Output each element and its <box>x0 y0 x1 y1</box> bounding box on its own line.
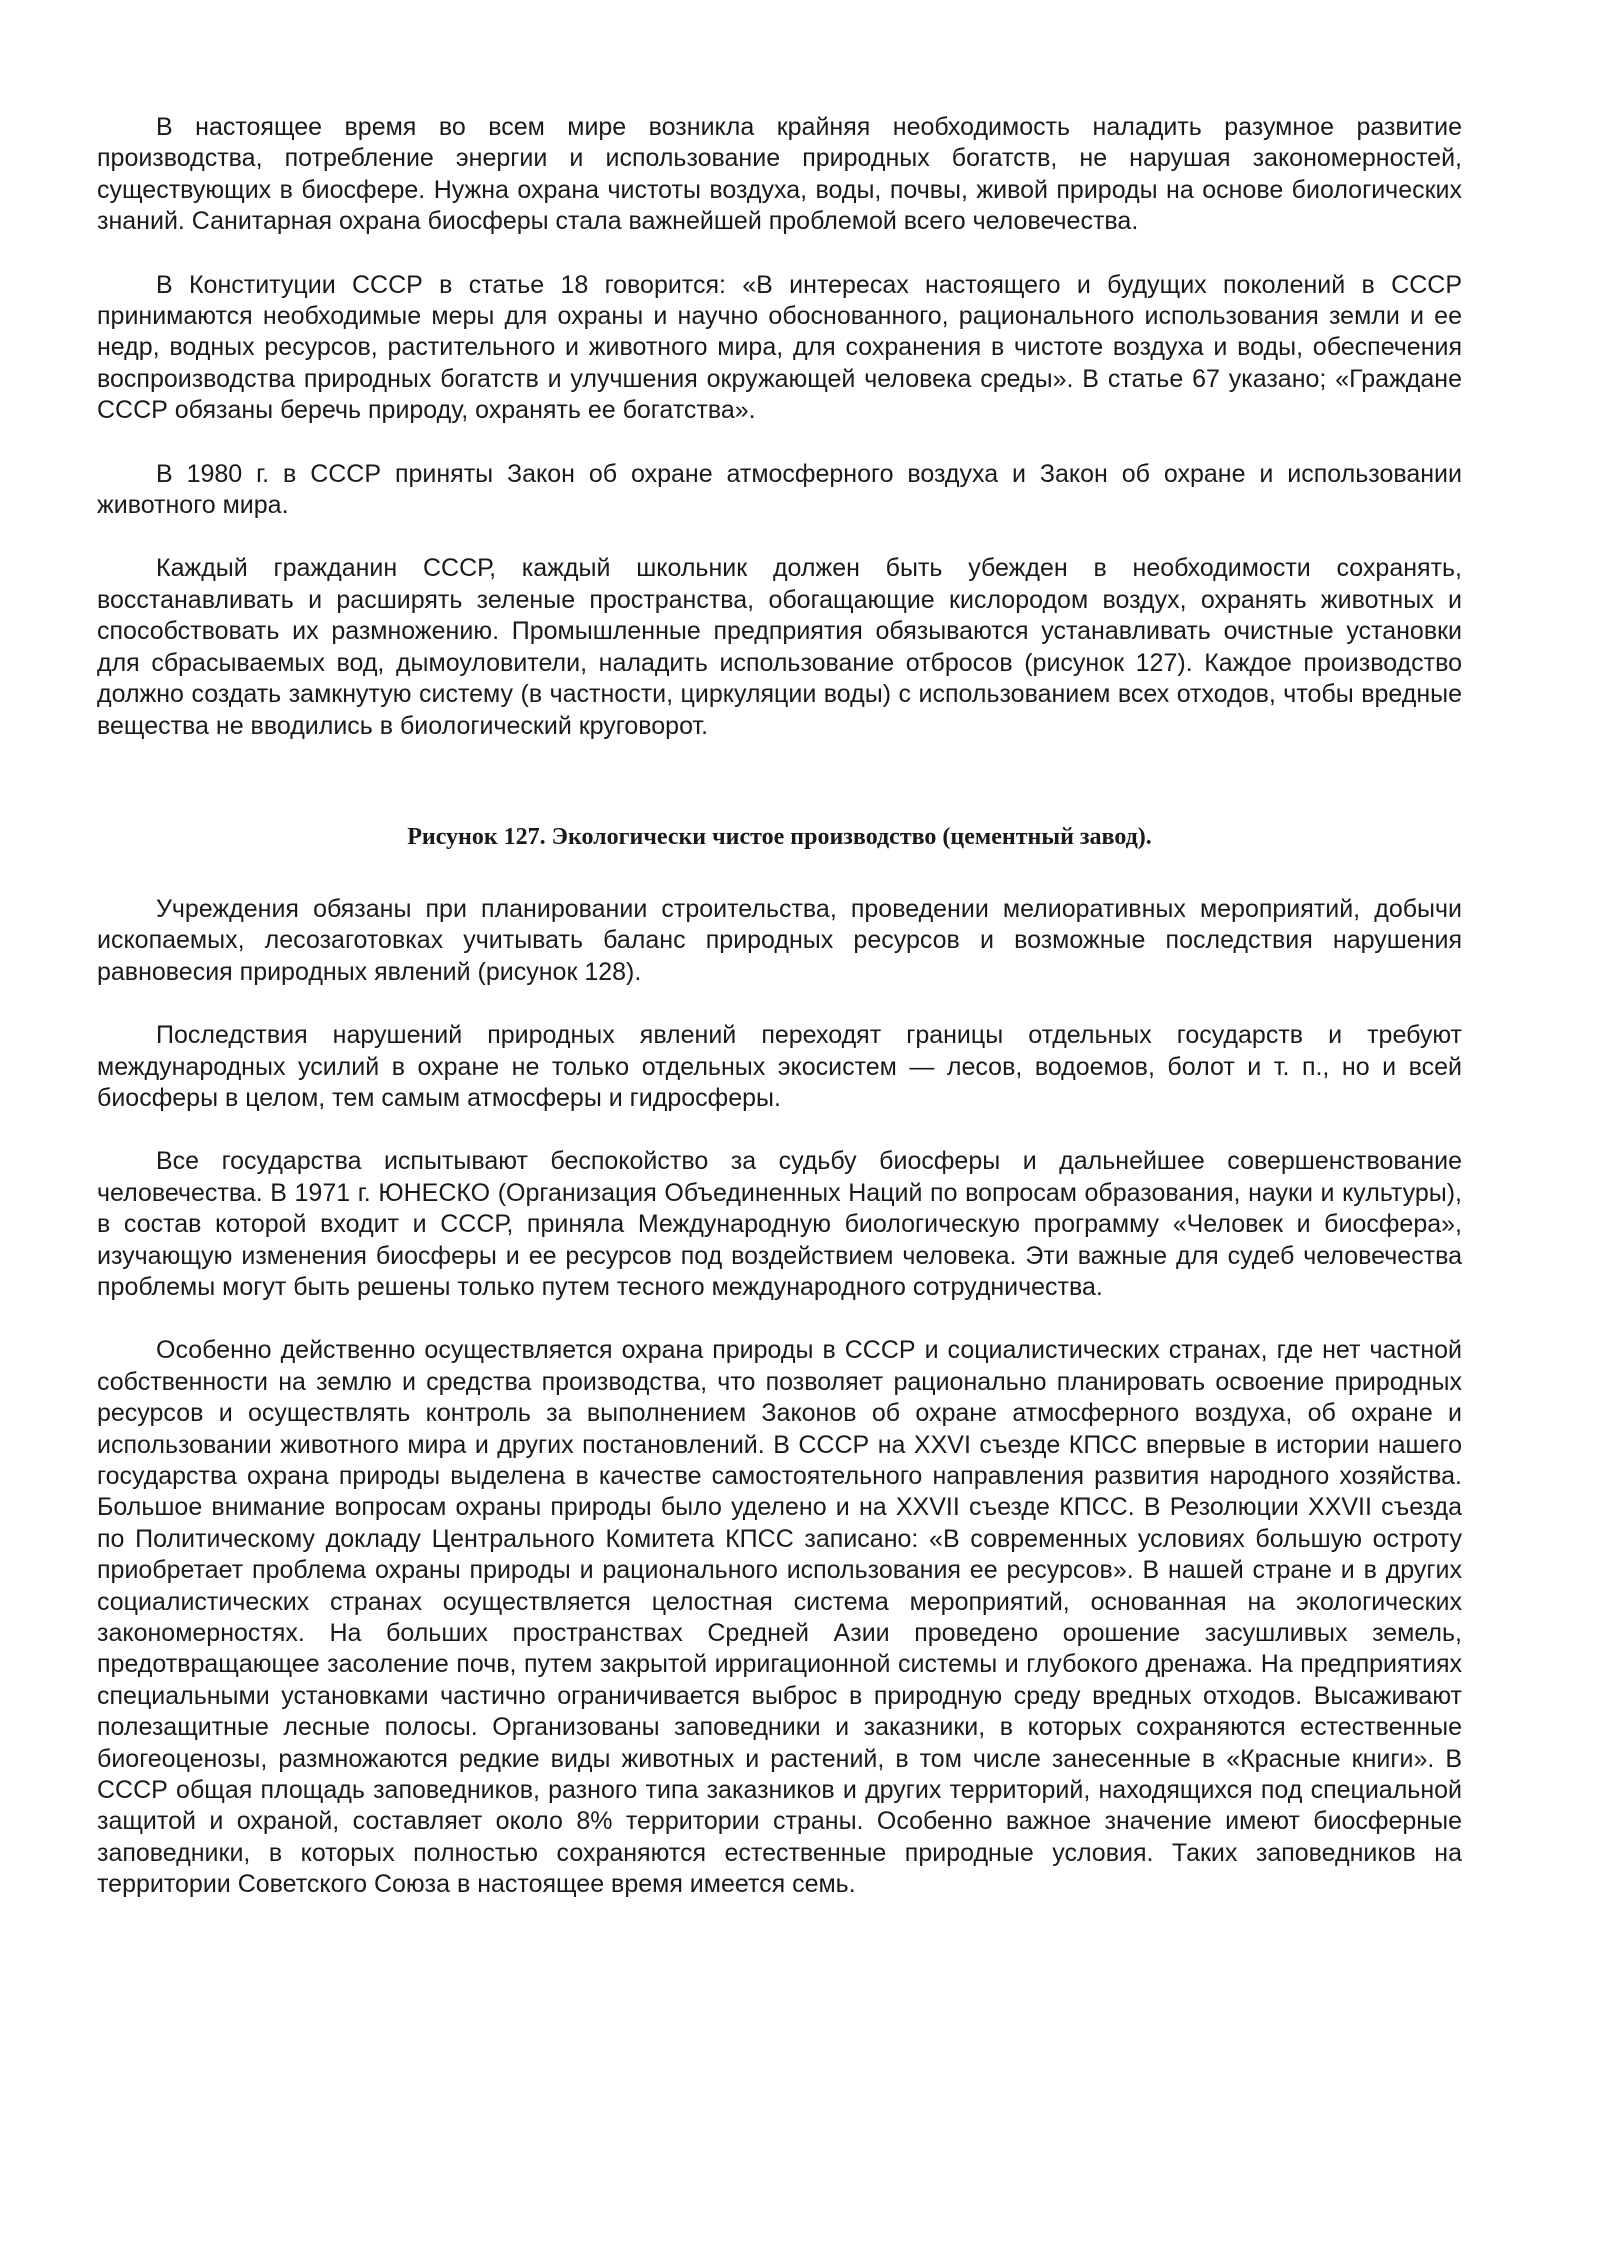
paragraph: В Конституции СССР в статье 18 говорится: «В интересах настоящего и будущих поколений в СССР принимаются необходимые меры для охраны и научно обоснованного, рационального использования земли и ее недр, водных ресурсов, растительного и животного мира, для сохранения в чистоте воздуха и воды, обеспечения воспроизводства природных богатств и улучшения окружающей человека среды». В статье 67 указано; «Граждане СССР обязаны беречь природу, охранять ее богатства». <box>97 270 1462 425</box>
paragraph: Учреждения обязаны при планировании строительства, проведении мелиоративных мероприятий, добычи ископаемых, лесозаготовках учитывать баланс природных ресурсов и возможные последствия нарушения равновесия природных явлений (рисунок 128). <box>97 894 1462 986</box>
paragraph: Особенно действенно осуществляется охрана природы в СССР и социалистических странах, где нет частной собственности на землю и средства производства, что позволяет рационально планировать освоение природных ресурсов и осуществлять контроль за выполнением Законов об охране атмосферного воздуха, об охране и использовании животного мира и других постановлений. В СССР на XXVI съезде КПСС впервые в истории нашего государства охрана природы выделена в качестве самостоятельного направления развития народного хозяйства. Большое внимание вопросам охраны природы было уделено и на XXVII съезде КПСС. В Резолюции XXVII съезда по Политическому докладу Центрального Комитета КПСС записано: «В современных условиях большую остроту приобретает проблема охраны природы и рационального использования ее ресурсов». В нашей стране и в других социалистических странах осуществляется целостная система мероприятий, основанная на экологических закономерностях. На больших пространствах Средней Азии проведено орошение засушливых земель, предотвращающее засоление почв, путем закрытой ирригационной системы и глубокого дренажа. На предприятиях специальными установками частично ограничивается выброс в природную среду вредных отходов. Высаживают полезащитные лесные полосы. Организованы заповедники и заказники, в которых сохраняются естественные биогеоценозы, размножаются редкие виды животных и растений, в том числе занесенные в «Красные книги». В СССР общая площадь заповедников, разного типа заказников и других территорий, находящихся под специальной защитой и охраной, составляет около 8% территории страны. Особенно важное значение имеют биосферные заповедники, в которых полностью сохраняются естественные природные условия. Таких заповедников на территории Советского Союза в настоящее время имеется семь. <box>97 1336 1462 1899</box>
document-body <box>97 112 1462 1933</box>
figure-caption: Рисунок 127. Экологически чистое производство (цементный завод). <box>407 823 1152 850</box>
paragraph: В 1980 г. в СССР приняты Закон об охране атмосферного воздуха и Закон об охране и использовании животного мира. <box>97 459 1462 520</box>
paragraph: Последствия нарушений природных явлений переходят границы отдельных государств и требуют международных усилий в охране не только отдельных экосистем — лесов, водоемов, болот и т. п., но и всей биосферы в целом, тем самым атмосферы и гидросферы. <box>97 1021 1462 1112</box>
paragraph: В настоящее время во всем мире возникла крайняя необходимость наладить разумное развитие производства, потребление энергии и использование природных богатств, не нарушая закономерностей, существующих в биосфере. Нужна охрана чистоты воздуха, воды, почвы, живой природы на основе биологических знаний. Санитарная охрана биосферы стала важнейшей проблемой всего человечества. <box>97 113 1462 236</box>
paragraph: Все государства испытывают беспокойство за судьбу биосферы и дальнейшее совершенствование человечества. В 1971 г. ЮНЕСКО (Организация Объединенных Наций по вопросам образования, науки и культуры), в состав которой входит и СССР, приняла Международную биологическую программу «Человек и биосфера», изучающую изменения биосферы и ее ресурсов под воздействием человека. Эти важные для судеб человечества проблемы могут быть решены только путем тесного международного сотрудничества. <box>97 1147 1462 1301</box>
paragraph: Каждый гражданин СССР, каждый школьник должен быть убежден в необходимости сохранять, восстанавливать и расширять зеленые пространства, обогащающие кислородом воздух, охранять животных и способствовать их размножению. Промышленные предприятия обязываются устанавливать очистные установки для сбрасываемых вод, дымоуловители, наладить использование отбросов (рисунок 127). Каждое производство должно создать замкнутую систему (в частности, циркуляции воды) с использованием всех отходов, чтобы вредные вещества не вводились в биологический круговорот. <box>97 554 1462 740</box>
